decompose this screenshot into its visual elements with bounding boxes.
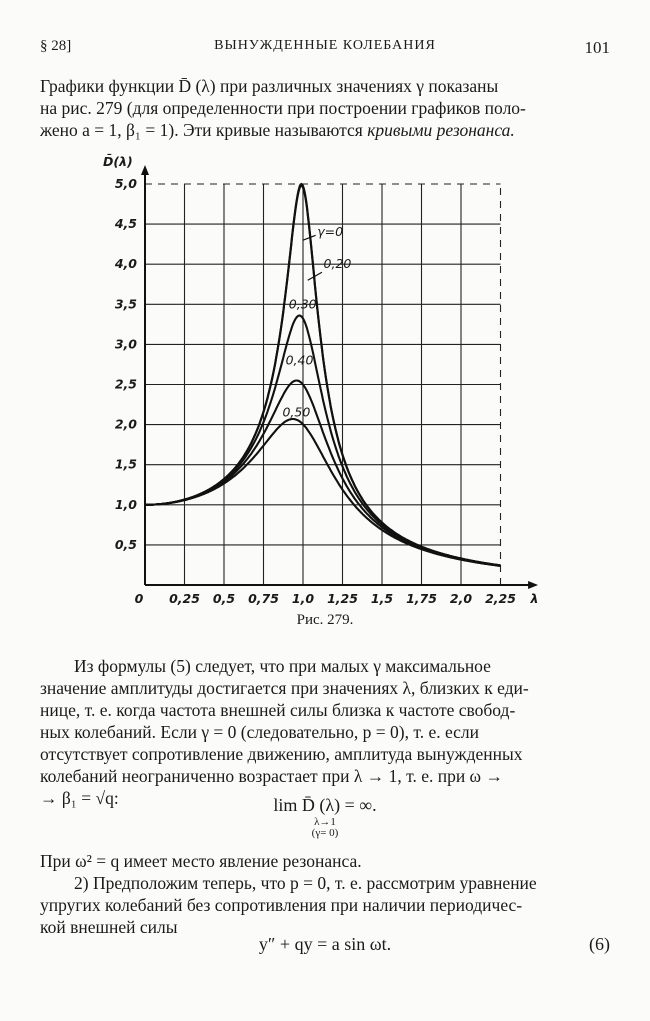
chart-grid — [145, 184, 501, 585]
text-line: 2) Предположим теперь, что p = 0, т. е. рассмотрим уравнение — [74, 873, 537, 893]
y-tick-label: 0,5 — [114, 536, 137, 552]
y-axis-arrow — [141, 165, 149, 175]
limit-equation: lim D̄ (λ) = ∞. — [273, 795, 377, 815]
intro-paragraph — [40, 75, 611, 141]
y-tick-label: 1,5 — [114, 456, 137, 472]
curve-label: 0,40 — [285, 352, 314, 368]
limit-subscript-1: λ→1 — [314, 816, 336, 828]
x-tick-label: 0,25 — [169, 591, 200, 606]
y-tick-label: 3,5 — [114, 296, 137, 312]
y-tick-label: 2,5 — [114, 376, 137, 392]
curve-label: 0,30 — [288, 296, 317, 312]
paragraph-3: При ω² = q имеет место явление резонанса. — [40, 851, 362, 871]
y-tick-label: 4,5 — [114, 216, 137, 232]
equation-6-number: (6) — [589, 934, 610, 954]
chart-tick-labels — [114, 176, 516, 606]
intro-line-3: жено a = 1, β₁ = 1). Эти кривые называются кривыми резонанса. — [40, 120, 515, 140]
curve-0 — [145, 184, 501, 565]
chart-curves — [145, 184, 501, 566]
text-line: Из формулы (5) следует, что при малых γ максимальное — [74, 656, 491, 676]
curve-label: γ=0 — [317, 224, 344, 240]
text-line: → β₁ = √q: — [40, 788, 119, 808]
y-tick-label: 4,0 — [114, 256, 137, 272]
x-tick-label: 0 — [134, 591, 144, 606]
y-tick-label: 2,0 — [114, 416, 137, 432]
text-line: нице, т. е. когда частота внешней силы близка к частоте свобод- — [40, 700, 516, 720]
x-tick-label: 2,0 — [449, 591, 473, 606]
x-tick-label: 1,25 — [327, 591, 358, 606]
y-tick-label: 3,0 — [114, 336, 137, 352]
limit-subscript-2: (γ= 0) — [311, 827, 339, 839]
curve-label: 0,20 — [323, 256, 352, 272]
header-section: § 28] — [40, 38, 72, 54]
x-tick-label: 1,75 — [406, 591, 437, 606]
text-line: ных колебаний. Если γ = 0 (следовательно, p = 0), т. е. если — [40, 722, 480, 742]
curve-050 — [145, 419, 501, 566]
x-tick-label: 2,25 — [485, 591, 516, 606]
curve-020 — [145, 186, 501, 566]
intro-line-1: Графики функции D̄ (λ) при различных значениях γ показаны — [40, 76, 499, 96]
text-line: колебаний неограниченно возрастает при λ → 1, т. е. при ω → — [40, 766, 503, 786]
text-line: значение амплитуды достигается при значениях λ, близких к еди- — [40, 678, 529, 698]
intro-line-2: на рис. 279 (для определенности при построении графиков поло- — [40, 98, 526, 118]
paragraph-2 — [40, 655, 611, 809]
resonance-chart — [95, 140, 555, 610]
x-axis-label: λ — [530, 591, 539, 606]
y-tick-label: 5,0 — [114, 176, 137, 191]
y-axis-label: D̄(λ) — [103, 154, 133, 169]
curve-label: 0,50 — [282, 404, 311, 420]
equation-6: y″ + qy = a sin ωt. — [258, 934, 392, 954]
y-tick-label: 1,0 — [114, 496, 137, 512]
text-line: отсутствует сопротивление движению, амплитуда вынужденных — [40, 744, 523, 764]
text-line: упругих колебаний без сопротивления при наличии периодичес- — [40, 895, 523, 915]
paragraph-4 — [40, 872, 611, 938]
figure-caption: Рис. 279. — [296, 612, 354, 628]
x-tick-label: 0,5 — [212, 591, 236, 606]
text-line: кой внешней силы — [40, 917, 178, 937]
curve-040 — [145, 381, 501, 566]
chart-curve-labels — [282, 224, 351, 419]
x-tick-label: 1,5 — [370, 591, 394, 606]
page-number: 101 — [584, 38, 610, 57]
x-tick-label: 1,0 — [291, 591, 315, 606]
header-title: ВЫНУЖДЕННЫЕ КОЛЕБАНИЯ — [214, 38, 436, 53]
x-axis-arrow — [528, 581, 538, 589]
x-tick-label: 0,75 — [248, 591, 279, 606]
